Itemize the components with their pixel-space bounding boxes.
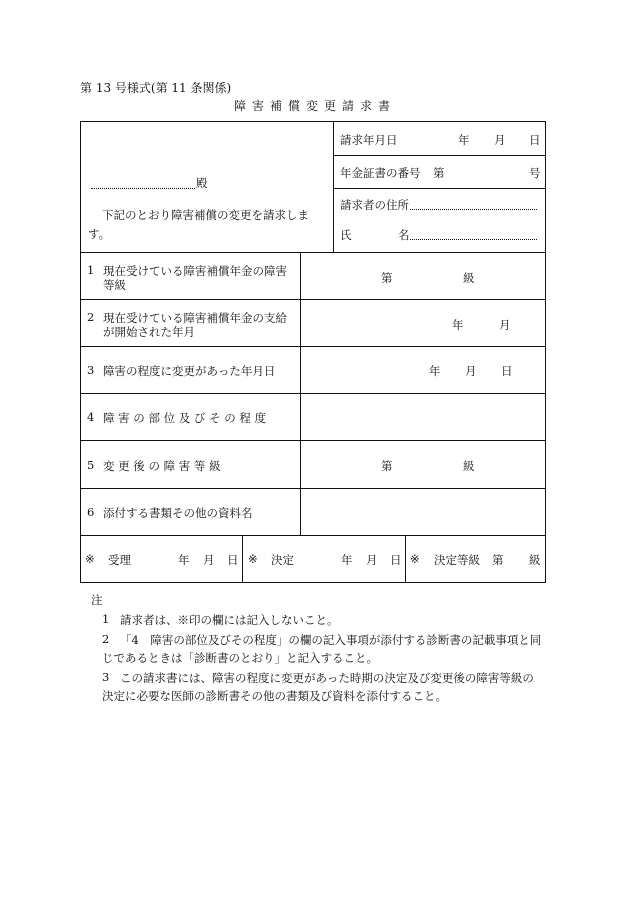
grade-mark: ※	[410, 552, 420, 566]
request-text-line2: す。	[88, 227, 111, 241]
receipt-mark: ※	[85, 552, 95, 566]
item4-label: 障 害 の 部 位 及 び そ の 程 度	[103, 411, 267, 425]
item5-label: 変 更 後 の 障 害 等 級	[103, 459, 221, 473]
decided-grade-dai: 第	[492, 553, 504, 567]
note3-text-line2: 決定に必要な医師の診断書その他の書類及び資料を添付すること。	[102, 689, 447, 703]
decision-month: 月	[366, 553, 378, 567]
item5-dai: 第	[381, 459, 393, 473]
decision-day: 日	[390, 553, 402, 567]
item1-label-line1: 現在受けている障害補償年金の障害	[103, 264, 287, 278]
honorific-dono: 殿	[196, 176, 208, 190]
item1-dai: 第	[381, 271, 393, 285]
request-date-month: 月	[494, 133, 506, 147]
item2-month: 月	[499, 318, 511, 332]
item3-year: 年	[429, 364, 441, 378]
item6-number: 6	[87, 505, 95, 519]
note1-text: 請求者は、※印の欄には記入しないこと。	[120, 613, 339, 627]
request-date-label: 請求年月日	[340, 133, 398, 147]
item3-number: 3	[87, 363, 95, 377]
item2-label-line1: 現在受けている障害補償年金の支給	[103, 311, 287, 325]
item1-label-line2: 等級	[103, 278, 126, 292]
applicant-name-line[interactable]	[410, 227, 537, 240]
receipt-day: 日	[227, 553, 239, 567]
notes-heading: 注	[91, 593, 103, 607]
item4-number: 4	[87, 410, 95, 424]
note1-number: 1	[102, 612, 110, 626]
item1-kyu: 級	[463, 271, 475, 285]
item6-label: 添付する書類その他の資料名	[103, 506, 253, 520]
note3-text-line1: この請求書には、障害の程度に変更があった時期の決定及び変更後の障害等級の	[120, 671, 534, 685]
note3-number: 3	[102, 670, 110, 684]
pension-cert-dai: 第	[433, 166, 445, 180]
addressee-line[interactable]	[91, 176, 195, 189]
request-date-year: 年	[458, 133, 470, 147]
form-number: 第 13 号様式(第 11 条関係)	[80, 81, 232, 95]
decided-grade-label: 決定等級	[434, 553, 480, 567]
item2-number: 2	[87, 310, 95, 324]
note2-text-line1: 「4 障害の部位及びその程度」の欄の記入事項が添付する診断書の記載事項と同	[120, 633, 542, 647]
note2-text-line2: じであるときは「診断書のとおり」と記入すること。	[102, 651, 378, 665]
item3-day: 日	[501, 364, 513, 378]
decision-mark: ※	[248, 552, 258, 566]
pension-cert-go: 号	[529, 166, 541, 180]
item3-month: 月	[465, 364, 477, 378]
item2-year: 年	[452, 318, 464, 332]
request-text-line1: 下記のとおり障害補償の変更を請求しま	[102, 208, 309, 222]
item3-label: 障害の程度に変更があった年月日	[103, 364, 276, 378]
item1-number: 1	[87, 263, 95, 277]
form-title: 障害補償変更請求書	[233, 99, 396, 113]
decision-year: 年	[341, 553, 353, 567]
receipt-month: 月	[203, 553, 215, 567]
decided-grade-kyu: 級	[529, 553, 541, 567]
item5-number: 5	[87, 458, 95, 472]
request-date-day: 日	[529, 133, 541, 147]
applicant-address-line[interactable]	[410, 197, 537, 210]
applicant-name-label-1: 氏	[340, 228, 352, 242]
applicant-address-label: 請求者の住所	[340, 198, 409, 212]
decision-label: 決定	[271, 553, 294, 567]
note2-number: 2	[102, 632, 110, 646]
pension-cert-label: 年金証書の番号	[340, 166, 421, 180]
receipt-label: 受理	[108, 553, 131, 567]
applicant-name-label-2: 名	[398, 228, 410, 242]
receipt-year: 年	[178, 553, 190, 567]
item5-kyu: 級	[463, 459, 475, 473]
item2-label-line2: が開始された年月	[103, 325, 195, 339]
